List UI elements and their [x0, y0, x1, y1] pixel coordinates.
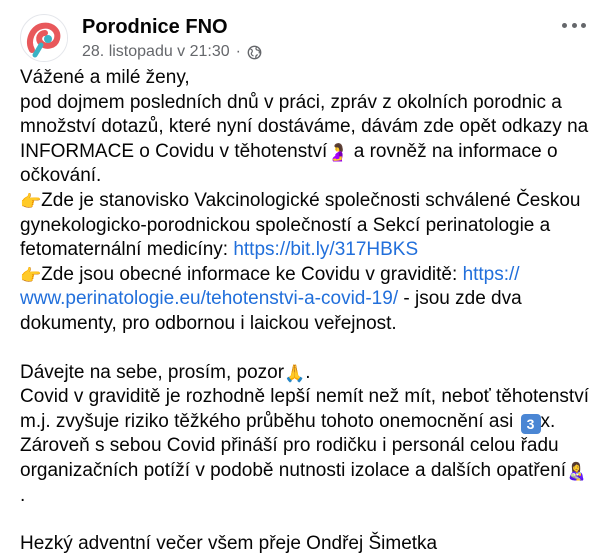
intro-paragraph: pod dojmem posledních dnů v práci, zpráv z okolních porodnic a množství dotazů, které nyní dostáváme, dávám zde opět odkazy na INFORMACE o Covidu v těhotenství🤰 a rovněž na informace o očkování.	[20, 91, 589, 187]
paragraph-gap	[20, 508, 592, 532]
more-options-icon[interactable]	[562, 18, 586, 32]
post-meta	[82, 42, 262, 62]
pregnant-woman-icon: 🤰	[327, 142, 349, 163]
meta-separator: ·	[235, 43, 241, 60]
woman-feeding-baby-icon: 👩‍🍼	[566, 461, 588, 482]
post-body	[20, 66, 592, 557]
risk-paragraph: Covid v graviditě je rozhodně lepší nemít než mít, neboť těhotenství m.j. zvyšuje riziko těžkého průběhu tohoto onemocnění asi 3 x.	[20, 386, 589, 432]
take-care-line: Dávejte na sebe, prosím, pozor🙏.	[20, 361, 311, 384]
post-timestamp[interactable]: 28. listopadu v 21:30	[82, 43, 230, 60]
closing-line: Hezký adventní večer všem přeje Ondřej Šimetka	[20, 533, 438, 555]
perinatologie-link[interactable]: https:// www.perinatologie.eu/tehotenstvi-a-covid-19/	[20, 263, 520, 310]
page-avatar[interactable]	[20, 14, 68, 62]
pointing-hand-icon: 👉	[20, 265, 42, 286]
bullet-vaccination: 👉Zde je stanovisko Vakcinologické společnosti schválené Českou gynekologicko-porodnickou společností a Sekcí perinatologie a fetomaternální medicíny: https://bit.ly/317HBKS	[20, 189, 581, 261]
complications-paragraph: Zároveň s sebou Covid přináší pro rodičku i personál celou řadu organizačních potíží v podobě nutnosti izolace a dalších opatření👩‍🍼.	[20, 435, 588, 506]
pointing-hand-icon: 👉	[20, 191, 42, 212]
bullet-general-info: 👉Zde jsou obecné informace ke Covidu v graviditě: https:// www.perinatologie.eu/tehotenstvi-a-covid-19/ - jsou zde dva dokumenty, pro odbornou i laickou veřejnost.	[20, 263, 522, 334]
globe-icon[interactable]	[247, 45, 262, 60]
post-header	[20, 14, 588, 64]
bitly-link[interactable]: https://bit.ly/317HBKS	[233, 239, 419, 261]
praying-hands-icon: 🙏	[284, 363, 306, 384]
paragraph-gap	[20, 337, 592, 361]
keycap-three-icon: 3	[521, 414, 541, 434]
porodnice-logo-icon	[21, 15, 68, 62]
page-name[interactable]: Porodnice FNO	[82, 16, 228, 38]
greeting: Vážené a milé ženy,	[20, 67, 190, 88]
